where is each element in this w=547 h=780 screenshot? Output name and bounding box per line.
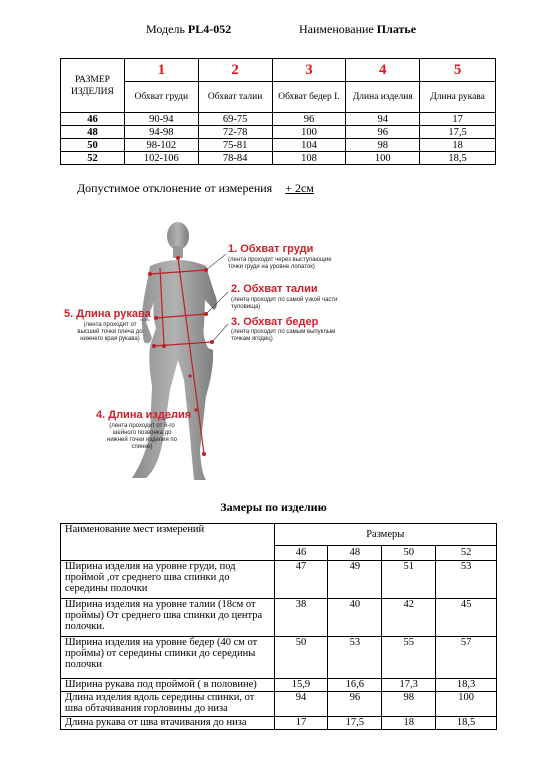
col-name: Длина изделия <box>346 82 420 113</box>
measure-value: 51 <box>382 561 436 599</box>
value-cell: 94 <box>346 113 420 126</box>
value-cell: 104 <box>272 139 346 152</box>
table-row <box>61 561 497 599</box>
label-waist-desc: (лента проходит по самой узкой части туловища) <box>231 297 338 310</box>
measure-value: 96 <box>328 692 382 717</box>
table-row <box>61 692 497 717</box>
size-col: 48 <box>328 545 382 560</box>
measure-name: Ширина изделия на уровне бедер (40 см от проймы) от середины спинки до середины полочки <box>61 637 275 679</box>
measure-value: 45 <box>436 599 497 637</box>
col-number: 3 <box>272 59 346 82</box>
measure-value: 47 <box>274 561 328 599</box>
measure-value: 53 <box>436 561 497 599</box>
value-cell: 69-75 <box>198 113 272 126</box>
table-row <box>61 126 496 139</box>
measure-value: 94 <box>274 692 328 717</box>
measure-name: Ширина рукава под проймой ( в половине) <box>61 679 275 692</box>
name-header: Наименование мест измерений <box>61 524 275 561</box>
value-cell: 90-94 <box>124 113 198 126</box>
measure-value: 17 <box>274 717 328 730</box>
measure-name: Длина рукава от шва втачивания до низа <box>61 717 275 730</box>
value-cell: 94-98 <box>124 126 198 139</box>
size-cell: 46 <box>61 113 125 126</box>
value-cell: 17,5 <box>420 126 496 139</box>
label-chest-desc: (лента проходит через выступающие точки груди на уровне лопаток) <box>228 257 332 270</box>
model-heading <box>146 22 231 37</box>
col-name: Обхват талии <box>198 82 272 113</box>
measure-value: 100 <box>436 692 497 717</box>
label-waist: 2. Обхват талии <box>231 283 318 295</box>
value-cell: 98 <box>346 139 420 152</box>
table-row <box>61 113 496 126</box>
measure-value: 50 <box>274 637 328 679</box>
table-row <box>61 717 497 730</box>
col-name: Длина рукава <box>420 82 496 113</box>
value-cell: 96 <box>346 126 420 139</box>
measure-name: Ширина изделия на уровне талии (18см от проймы) От среднего шва спинки до центра полочки. <box>61 599 275 637</box>
sizes-header: Размеры <box>274 524 497 546</box>
size-col: 52 <box>436 545 497 560</box>
value-cell: 100 <box>272 126 346 139</box>
value-cell: 18 <box>420 139 496 152</box>
label-hips: 3. Обхват бедер <box>231 316 319 328</box>
measure-value: 98 <box>382 692 436 717</box>
measure-value: 18 <box>382 717 436 730</box>
measure-value: 49 <box>328 561 382 599</box>
measure-value: 55 <box>382 637 436 679</box>
value-cell: 96 <box>272 113 346 126</box>
table-row <box>61 599 497 637</box>
size-cell: 52 <box>61 152 125 165</box>
measure-value: 40 <box>328 599 382 637</box>
value-cell: 108 <box>272 152 346 165</box>
col-number: 2 <box>198 59 272 82</box>
size-cell: 50 <box>61 139 125 152</box>
measure-value: 18,5 <box>436 717 497 730</box>
measurements-title: Замеры по изделию <box>220 500 327 514</box>
value-cell: 102-106 <box>124 152 198 165</box>
tolerance-value: + 2см <box>285 181 314 195</box>
measure-value: 17,5 <box>328 717 382 730</box>
measure-name: Длина изделия вдоль середины спинки, от шва обтачивания горловины до низа <box>61 692 275 717</box>
value-cell: 72-78 <box>198 126 272 139</box>
measurements-table <box>60 523 497 730</box>
col-number: 4 <box>346 59 420 82</box>
measure-name: Ширина изделия на уровне груди, под проймой ,от среднего шва спинки до середины полочки <box>61 561 275 599</box>
measurement-figure <box>0 210 547 490</box>
model-label: Модель <box>146 22 185 36</box>
measure-value: 18,3 <box>436 679 497 692</box>
name-value: Платье <box>376 22 417 36</box>
measure-value: 57 <box>436 637 497 679</box>
table-row <box>61 152 496 165</box>
measure-value: 17,3 <box>382 679 436 692</box>
label-chest: 1. Обхват груди <box>228 243 314 255</box>
size-cell: 48 <box>61 126 125 139</box>
value-cell: 75-81 <box>198 139 272 152</box>
size-table <box>60 58 496 165</box>
label-length-desc: (лента проходит от 6-го шейного позвонка до нижней точки изделия по спинке) <box>107 423 177 450</box>
tolerance-text: Допустимое отклонение от измерения <box>77 181 273 195</box>
measure-value: 16,6 <box>328 679 382 692</box>
measure-value: 38 <box>274 599 328 637</box>
size-col: 46 <box>274 545 328 560</box>
value-cell: 78-84 <box>198 152 272 165</box>
col-name: Обхват бедер I. <box>272 82 346 113</box>
table-row <box>61 637 497 679</box>
value-cell: 17 <box>420 113 496 126</box>
label-length: 4. Длина изделия <box>96 409 192 421</box>
col-name: Обхват груди <box>124 82 198 113</box>
name-label: Наименование <box>299 22 374 36</box>
label-hips-desc: (лента проходит по самым выпуклым точкам ягодиц) <box>231 329 336 342</box>
model-code: PL4-052 <box>187 22 232 36</box>
col-number: 5 <box>420 59 496 82</box>
label-sleeve-desc: (лента проходит от высшей точки плеча до нижнего края рукава) <box>77 322 143 342</box>
value-cell: 100 <box>346 152 420 165</box>
name-heading <box>299 22 416 37</box>
tolerance-note <box>77 181 314 196</box>
value-cell: 98-102 <box>124 139 198 152</box>
col-number: 1 <box>124 59 198 82</box>
value-cell: 18,5 <box>420 152 496 165</box>
measure-value: 53 <box>328 637 382 679</box>
measure-value: 42 <box>382 599 436 637</box>
label-sleeve: 5. Длина рукава <box>64 308 151 320</box>
measure-value: 15,9 <box>274 679 328 692</box>
size-col: 50 <box>382 545 436 560</box>
table-row <box>61 679 497 692</box>
table-row <box>61 139 496 152</box>
size-row-header: РАЗМЕР ИЗДЕЛИЯ <box>61 59 125 113</box>
